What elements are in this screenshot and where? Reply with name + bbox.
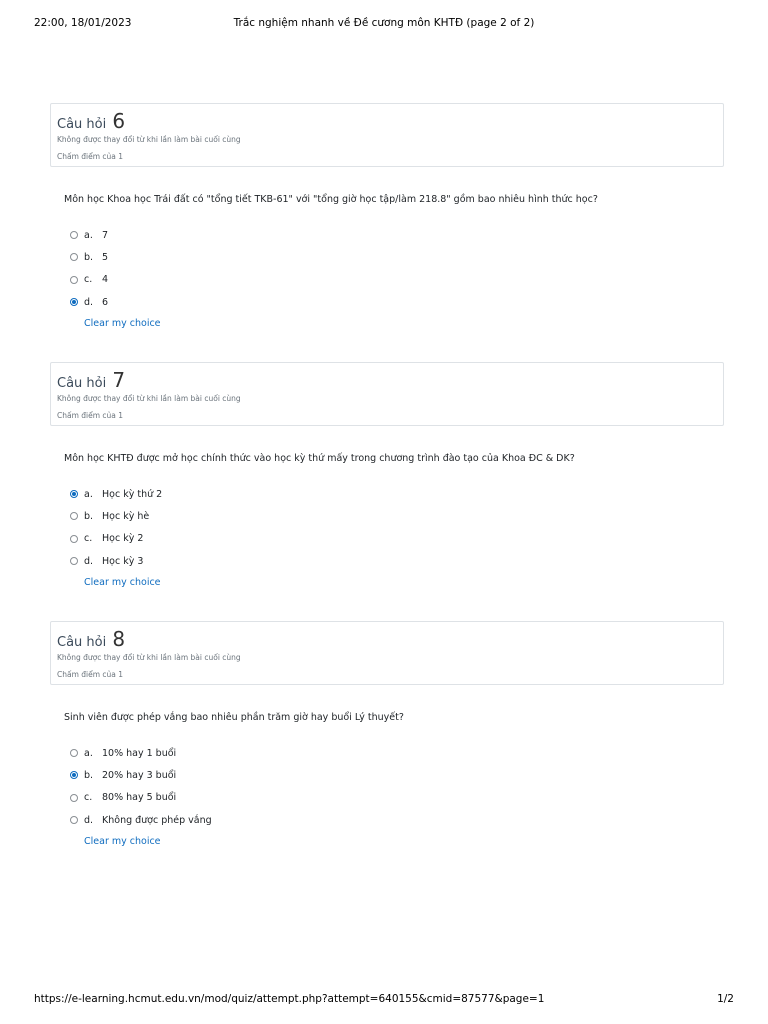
question-info: [50, 621, 724, 685]
question-label: Câu hỏi: [57, 117, 107, 132]
answer-option-d[interactable]: [64, 550, 724, 572]
answer-letter: a.: [84, 747, 93, 759]
answer-letter: d.: [84, 555, 94, 567]
question-label: Câu hỏi: [57, 376, 107, 391]
clear-my-choice-link[interactable]: Clear my choice: [84, 318, 161, 330]
answer-list: [64, 483, 724, 572]
question-status: Không được thay đổi từ khi lần làm bài cuối cùng: [57, 653, 241, 662]
question-number: 8: [112, 627, 126, 651]
answer-option-d[interactable]: [64, 291, 724, 313]
answer-text: 80% hay 5 buổi: [102, 792, 177, 804]
question-grade: Chấm điểm của 1: [57, 670, 124, 679]
answer-text: 4: [102, 274, 109, 286]
radio-button[interactable]: [70, 794, 78, 802]
answer-option-c[interactable]: [64, 528, 724, 550]
radio-button[interactable]: [70, 557, 78, 565]
answer-letter: b.: [84, 251, 94, 263]
question-label: Câu hỏi: [57, 635, 107, 650]
radio-button[interactable]: [70, 535, 78, 543]
answer-option-a[interactable]: [64, 224, 724, 246]
question-7: [50, 362, 724, 590]
clear-my-choice-link[interactable]: Clear my choice: [84, 836, 161, 848]
answer-option-c[interactable]: [64, 269, 724, 291]
radio-button[interactable]: [70, 749, 78, 757]
radio-button-selected[interactable]: [70, 771, 78, 779]
answer-text: Không được phép vắng: [102, 814, 212, 826]
radio-button[interactable]: [70, 231, 78, 239]
question-title: [57, 626, 717, 652]
radio-button[interactable]: [70, 512, 78, 520]
question-title: [57, 108, 717, 134]
answer-letter: c.: [84, 533, 93, 545]
answer-option-b[interactable]: [64, 764, 724, 786]
question-grade: Chấm điểm của 1: [57, 411, 124, 420]
answer-letter: a.: [84, 229, 93, 241]
print-header: [0, 17, 768, 33]
answer-text: 5: [102, 251, 109, 263]
answer-option-d[interactable]: [64, 809, 724, 831]
answer-option-c[interactable]: [64, 787, 724, 809]
answer-letter: a.: [84, 488, 93, 500]
question-status: Không được thay đổi từ khi lần làm bài cuối cùng: [57, 135, 241, 144]
question-text: Sinh viên được phép vắng bao nhiêu phần trăm giờ hay buổi Lý thuyết?: [64, 712, 404, 723]
page-number: 1/2: [717, 993, 734, 1005]
radio-button-selected[interactable]: [70, 298, 78, 306]
answer-text: 10% hay 1 buổi: [102, 747, 177, 759]
print-footer: [0, 993, 768, 1009]
question-6: [50, 103, 724, 331]
answer-option-b[interactable]: [64, 246, 724, 268]
answer-option-a[interactable]: [64, 742, 724, 764]
answer-letter: d.: [84, 814, 94, 826]
question-status: Không được thay đổi từ khi lần làm bài cuối cùng: [57, 394, 241, 403]
answer-list: [64, 742, 724, 831]
answer-option-b[interactable]: [64, 505, 724, 527]
print-title: Trắc nghiệm nhanh về Đề cương môn KHTĐ (page 2 of 2): [233, 17, 535, 29]
print-datetime: 22:00, 18/01/2023: [34, 17, 132, 29]
radio-button[interactable]: [70, 253, 78, 261]
question-8: [50, 621, 724, 849]
radio-button-selected[interactable]: [70, 490, 78, 498]
answer-text: Học kỳ hè: [102, 510, 150, 522]
radio-button[interactable]: [70, 276, 78, 284]
answer-text: Học kỳ thứ 2: [102, 488, 163, 500]
answer-text: Học kỳ 2: [102, 533, 144, 545]
answer-text: Học kỳ 3: [102, 555, 144, 567]
question-info: [50, 103, 724, 167]
answer-letter: b.: [84, 769, 94, 781]
answer-option-a[interactable]: [64, 483, 724, 505]
answer-letter: c.: [84, 792, 93, 804]
clear-my-choice-link[interactable]: Clear my choice: [84, 577, 161, 589]
answer-list: [64, 224, 724, 313]
answer-letter: d.: [84, 296, 94, 308]
question-number: 7: [112, 368, 126, 392]
answer-text: 20% hay 3 buổi: [102, 769, 177, 781]
question-text: Môn học Khoa học Trái đất có "tổng tiết TKB-61" với "tổng giờ học tập/làm 218.8" gồm bao nhiêu hình thức học?: [64, 194, 598, 205]
answer-text: 6: [102, 296, 109, 308]
answer-letter: b.: [84, 510, 94, 522]
page-url: https://e-learning.hcmut.edu.vn/mod/quiz/attempt.php?attempt=640155&cmid=87577&page=1: [34, 993, 545, 1005]
question-text: Môn học KHTĐ được mở học chính thức vào học kỳ thứ mấy trong chương trình đào tạo của Khoa ĐC & DK?: [64, 453, 575, 464]
radio-button[interactable]: [70, 816, 78, 824]
question-grade: Chấm điểm của 1: [57, 152, 124, 161]
question-number: 6: [112, 109, 126, 133]
question-info: [50, 362, 724, 426]
answer-letter: c.: [84, 274, 93, 286]
answer-text: 7: [102, 229, 109, 241]
question-title: [57, 367, 717, 393]
